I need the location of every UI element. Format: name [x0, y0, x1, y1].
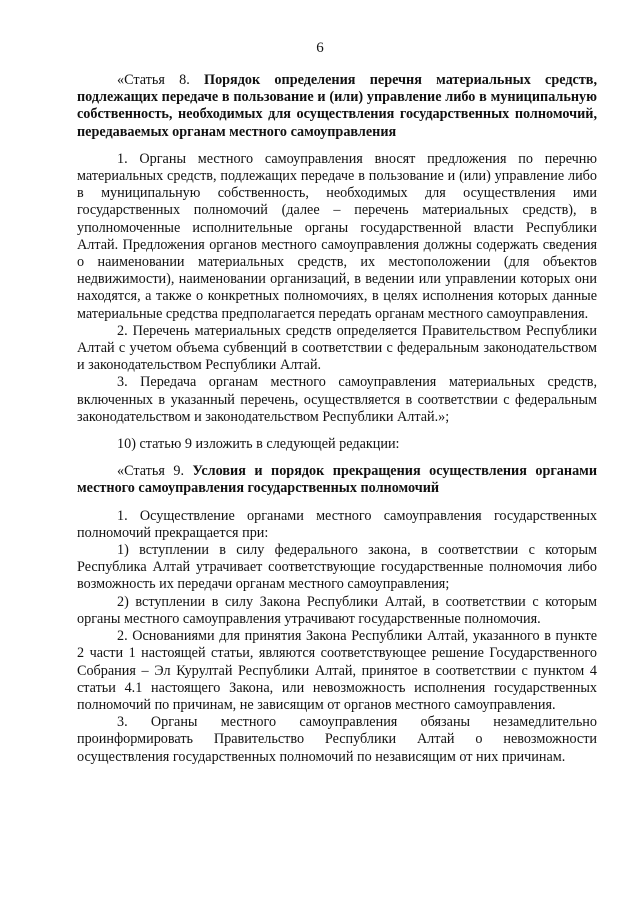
article-8-heading-title: Порядок определения перечня материальных средств, подлежащих передаче в пользование и (или) управление либо в муниципальную собственность, необходимых для осуществления государственных полномочий, передаваемых органам местного самоуправления [77, 72, 597, 140]
article-8-paragraph-3: 3. Передача органам местного самоуправления материальных средств, включенных в указанный перечень, осуществляется в соответствии с федеральным законодательством и законодательством Республики Алтай.»; [77, 374, 597, 425]
article-9-paragraph-2: 2. Основаниями для принятия Закона Республики Алтай, указанного в пункте 2 части 1 настоящей статьи, являются соответствующее решение Государственного Собрания – Эл Курултай Республики Алтай, принятое в соответствии с пунктом 4 статьи 4.1 настоящего Закона, или невозможность исполнения государственных полномочий по причинам, не зависящим от органов местного самоуправления. [77, 628, 597, 713]
document-body [77, 72, 597, 766]
page-number: 6 [316, 40, 324, 56]
article-9-subitem-2: 2) вступлении в силу Закона Республики Алтай, в соответствии с которым органы местного самоуправления утрачивают государственные полномочия. [77, 593, 597, 627]
article-9-heading-title: Условия и порядок прекращения осуществления органами местного самоуправления государственных полномочий [77, 463, 598, 497]
article-8-heading-prefix: «Статья 8. [117, 72, 205, 88]
article-9-heading-prefix: «Статья 9. [117, 463, 193, 480]
amendment-item-10: 10) статью 9 изложить в следующей редакции: [117, 436, 400, 453]
article-9-paragraph-3: 3. Органы местного самоуправления обязаны незамедлительно проинформировать Правительство Республики Алтай о невозможности осуществления государственных полномочий по независящим от них причинам. [77, 714, 597, 765]
article-9-paragraph-1: 1. Осуществление органами местного самоуправления государственных полномочий прекращается при: [77, 507, 597, 541]
article-9-heading [77, 463, 597, 497]
article-8-paragraph-2: 2. Перечень материальных средств определяется Правительством Республики Алтай с учетом объема субвенций в соответствии с федеральным законодательством и законодательством Республики Алтай. [77, 322, 597, 374]
article-9-subitem-1: 1) вступлении в силу федерального закона, в соответствии с которым Республика Алтай утрачивает соответствующие государственные полномочия либо возможность их передачи органам местного самоуправления; [77, 542, 597, 593]
article-8-heading [77, 72, 597, 141]
article-8-paragraph-1: 1. Органы местного самоуправления вносят предложения по перечню материальных средств, подлежащих передаче в пользование и (или) управление либо в муниципальную собственность, необходимых для осуществления ими государственных полномочий (далее – перечень материальных средств), в уполномоченные исполнительные органы государственной власти Республики Алтай. Предложения органов местного самоуправления должны содержать сведения о наименовании материальных средств, их местоположении (для объектов недвижимости), наименовании организаций, в ведении или управлении которых они находятся, а также о конкретных полномочиях, в целях исполнения которых данные материальные средства предполагается передать органам местного самоуправления. [77, 150, 597, 322]
